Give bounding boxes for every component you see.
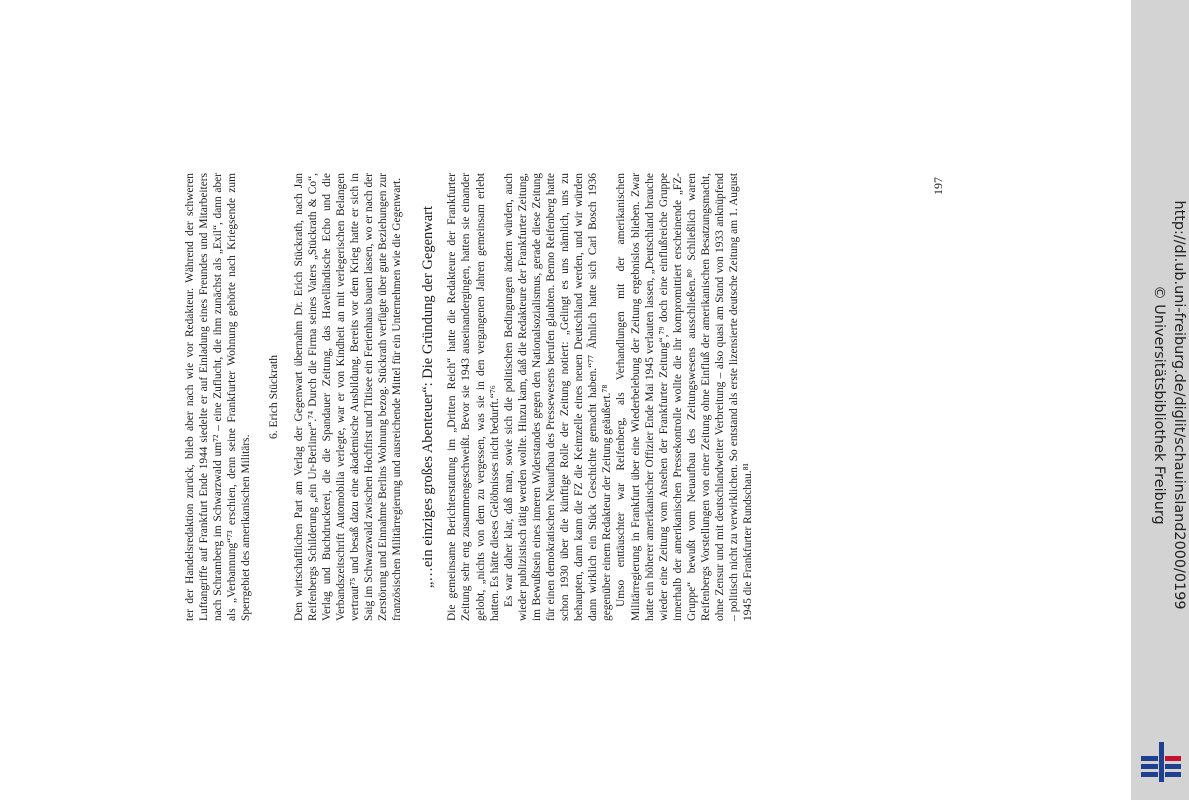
gruendung-paragraph-1: Die gemeinsame Berichterstattung im „Dritten Reich“ hatte die Redakteure der Frankfurter Zeitung sehr eng zusammengeschweißt. Bevor sie 1943 auseinandergingen, hatten sie einander gelobt, „nichts von dem zu vergessen, was sie in den vergangenen Jahren gemeinsam erlebt hatten. Es hätte dieses Gelöbnisses nicht bedurft.“⁷⁶ bbox=[446, 173, 501, 621]
intro-paragraph: ter der Handelsredaktion zurück, blieb aber nach wie vor Redakteur. Während der schweren Luftangriffe auf Frankfurt Ende 1944 siedelte er auf Einladung eines Freundes und Mitarbeiters nach Schramberg im Schwarzwald um⁷² – eine Zuflucht, die ihm zunächst als „Exil“, dann aber als „Verbannung“⁷³ erschien, denn seine Frankfurter Wohnung gehörte nach Kriegsende zum Sperrgebiet des amerikanischen Militärs. bbox=[184, 173, 253, 621]
permalink-url[interactable]: http://dl.ub.uni-freiburg.de/diglit/schauinsland2000/0199 bbox=[1171, 200, 1187, 610]
gruendung-paragraph-2: Es war daher klar, daß man, sowie sich die politischen Bedingungen ändern würden, auch wieder publizistisch tätig werden wollte. Hinzu kam, daß die Redakteure der Frankfurter Zeitung, im Bewußtsein eines inneren Widerstandes gegen den Nationalsozialismus, gerade diese Zeitung für einen demokratischen Neuaufbau des Pressewesens berufen glaubten. Benno Reifenberg hatte schon 1930 über die künftige Rolle der Zeitung notiert: „Gelingt es uns nämlich, uns zu behaupten, dann kann die FZ die Keimzelle eines neuen Deutschland werden, und wir würden dann wirklich ein Stück Geschichte gemacht haben.“⁷⁷ Ähnlich hatte sich Carl Bosch 1936 gegenüber einem Redakteur der Zeitung geäußert.⁷⁸ bbox=[502, 173, 614, 621]
section-heading-stueckrath: 6. Erich Stückrath bbox=[267, 354, 281, 440]
sidebar-text-block bbox=[1131, 15, 1189, 795]
page-number: 197 bbox=[931, 177, 945, 195]
rotated-book-page bbox=[175, 165, 955, 635]
copyright-notice: © Universitätsbibliothek Freiburg bbox=[1151, 285, 1167, 525]
gruendung-paragraph-3: Umso enttäuschter war Reifenberg, als Verhandlungen mit der amerikanischen Militärregierung in Frankfurt über eine Wiederbelebung der Zeitung ergebnislos blieben. Zwar hatte ein höherer amerikanischer Offizier Ende Mai 1945 verlauten lassen, „Deutschland brauche wieder eine Zeitung vom Ansehen der Frankfurter Zeitung“,⁷⁹ doch eine einflußreiche Gruppe innerhalb der amerikanischen Pressekontrolle wollte die ihr kompromittiert erscheinende „FZ-Gruppe“ bewußt vom Neuaufbau des Zeitungswesens ausschließen.⁸⁰ Schließlich waren Reifenbergs Vorstellungen von einer Zeitung ohne Einfluß der amerikanischen Besatzungsmacht, ohne Zensur und mit deutschlandweiter Verbreitung – also quasi am Stand von 1933 anknüpfend – politisch nicht zu verwirklichen. So entstand als erste lizensierte deutsche Zeitung am 1. August 1945 die Frankfurter Rundschau.⁸¹ bbox=[615, 173, 755, 621]
page-text-block bbox=[175, 165, 955, 635]
viewer-sidebar bbox=[1131, 0, 1189, 800]
section-heading-gruendung: „…ein einziges großes Abenteuer“: Die Gründung der Gegenwart bbox=[420, 205, 437, 589]
ub-freiburg-logo-icon bbox=[1141, 742, 1181, 782]
stueckrath-paragraph: Den wirtschaftlichen Part am Verlag der Gegenwart übernahm Dr. Erich Stückrath, nach Jan Reifenbergs Schilderung „ein Ur-Berliner“.⁷⁴ Durch die Firma seines Vaters „Stückrath & Co“, Verlag und Buchdruckerei, die die Spandauer Zeitung, das Havelländische Echo und die Verbandszeitschrift Automobilia verlegte, war er von Kindheit an mit verlegerischen Belangen vertraut⁷⁵ und besaß dazu eine akademische Ausbildung. Bereits vor dem Krieg hatte er sich in Saig im Schwarzwald zwischen Hochfirst und Titisee ein Ferienhaus bauen lassen, wo er nach der Zerstörung und Einnahme Berlins Wohnung bezog. Stückrath verfügte über gute Beziehungen zur französischen Militärregierung und ausreichende Mittel für ein Unternehmen wie die Gegenwart. bbox=[292, 173, 404, 621]
